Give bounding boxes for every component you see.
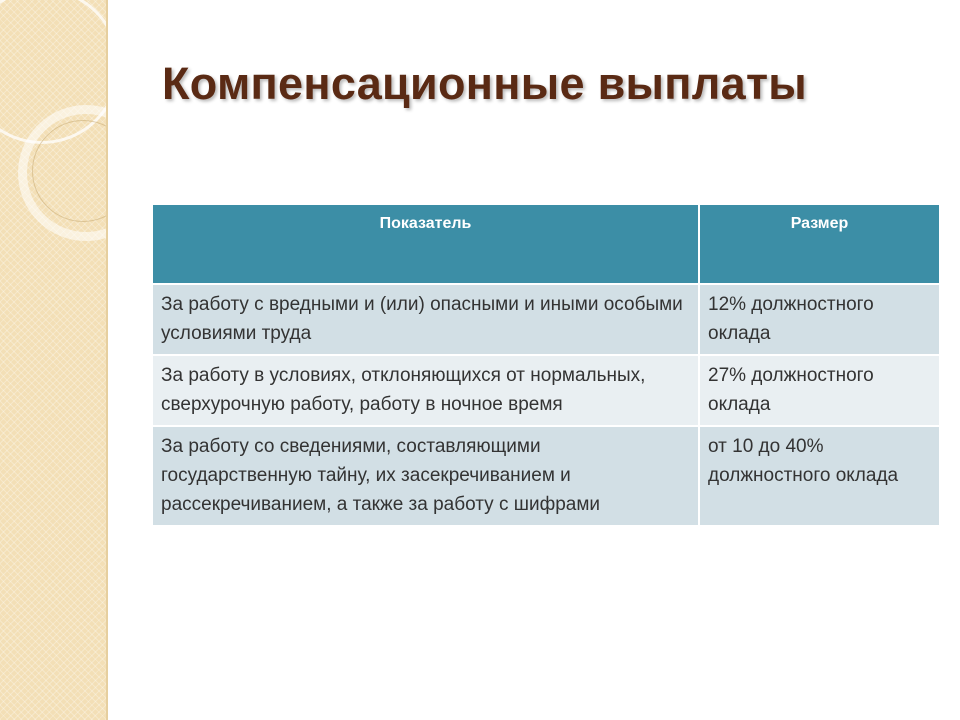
header-size: Размер xyxy=(699,204,940,284)
table-row xyxy=(152,284,940,355)
header-indicator: Показатель xyxy=(152,204,699,284)
sidebar-divider xyxy=(106,0,108,720)
indicator-cell: За работу в условиях, отклоняющихся от нормальных, сверхурочную работу, работу в ночное время xyxy=(152,355,699,426)
decorative-sidebar xyxy=(0,0,106,720)
table-row xyxy=(152,355,940,426)
size-cell: 12% должностного оклада xyxy=(699,284,940,355)
compensation-table xyxy=(151,203,941,527)
indicator-cell: За работу со сведениями, составляющими государственную тайну, их засекречиванием и рассекречиванием, а также за работу с шифрами xyxy=(152,426,699,526)
table-row xyxy=(152,426,940,526)
table-header-row xyxy=(152,204,940,284)
size-cell: 27% должностного оклада xyxy=(699,355,940,426)
indicator-cell: За работу с вредными и (или) опасными и иными особыми условиями труда xyxy=(152,284,699,355)
size-cell: от 10 до 40% должностного оклада xyxy=(699,426,940,526)
slide-title: Компенсационные выплаты xyxy=(162,58,808,109)
